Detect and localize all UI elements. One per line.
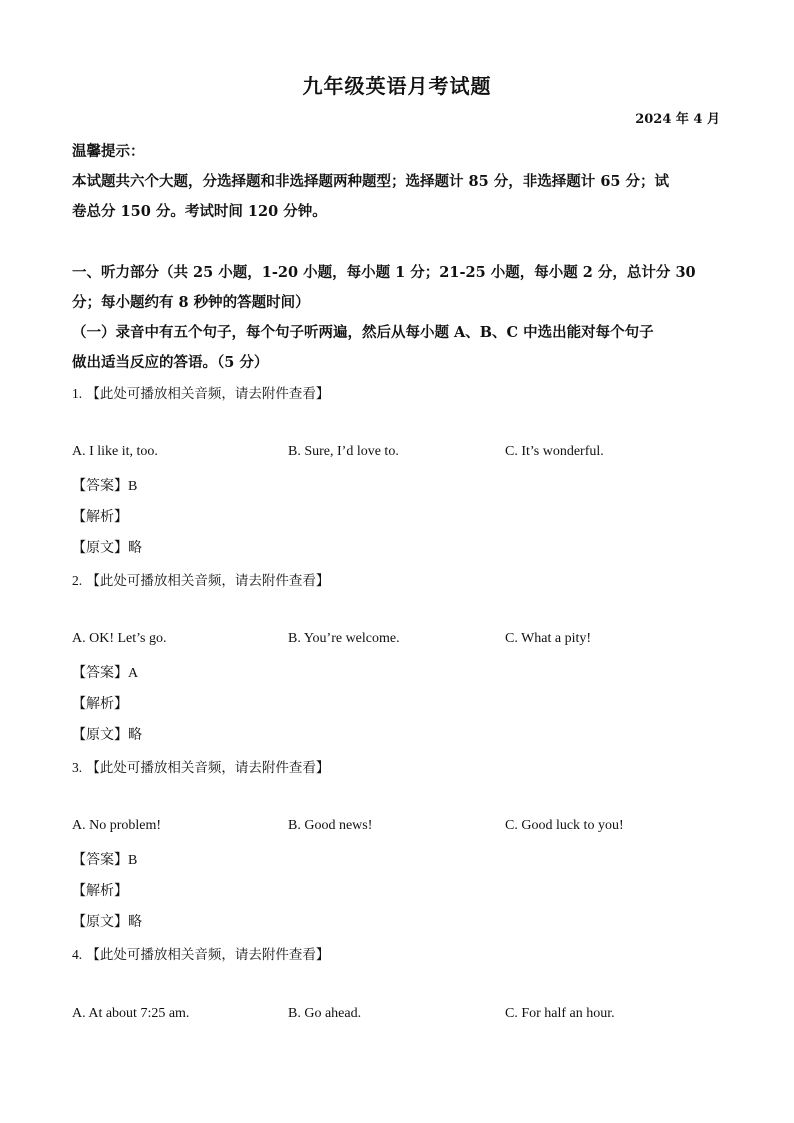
option-b: B. You’re welcome.: [288, 631, 400, 646]
answer-label: 【答案】: [72, 665, 128, 681]
original-label: 【原文】略: [72, 727, 142, 743]
page-title: 九年级英语月考试题: [302, 74, 492, 98]
option-b: B. Go ahead.: [288, 1006, 362, 1021]
tips-line-1: 本试题共六个大题，分选择题和非选择题两种题型；选择题计 85 分，非选择题计 65 分；试: [72, 173, 670, 190]
answer-value: B: [128, 853, 138, 868]
option-b: B. Sure, I’d love to.: [288, 444, 399, 459]
option-c: C. What a pity!: [505, 631, 592, 646]
audio-prompt: 【此处可播放相关音频，请去附件查看】: [86, 760, 330, 776]
question-number: 4.: [72, 947, 83, 962]
option-c: C. For half an hour.: [505, 1006, 615, 1021]
answer-row: [72, 662, 138, 682]
option-c: C. It’s wonderful.: [505, 444, 604, 459]
audio-prompt: 【此处可播放相关音频，请去附件查看】: [86, 573, 330, 589]
audio-prompt: 【此处可播放相关音频，请去附件查看】: [86, 947, 330, 963]
audio-prompt: 【此处可播放相关音频，请去附件查看】: [86, 386, 330, 402]
option-a: A. OK! Let’s go.: [72, 631, 167, 646]
answer-row: [72, 475, 137, 495]
question-number: 1.: [72, 386, 83, 401]
original-label: 【原文】略: [72, 540, 142, 556]
subsection-heading-line-2: 做出适当反应的答语。（5 分）: [72, 354, 269, 371]
subsection-heading-line-1: （一）录音中有五个句子，每个句子听两遍，然后从每小题 A、B、C 中选出能对每个句子: [72, 324, 654, 341]
answer-label: 【答案】: [72, 478, 128, 494]
answer-label: 【答案】: [72, 852, 128, 868]
question-3: [72, 756, 329, 776]
analysis-label: 【解析】: [72, 696, 128, 712]
analysis-label: 【解析】: [72, 883, 128, 899]
original-label: 【原文】略: [72, 914, 142, 930]
analysis-label: 【解析】: [72, 509, 128, 525]
question-2: [72, 569, 329, 589]
option-c: C. Good luck to you!: [505, 818, 624, 833]
answer-row: [72, 849, 137, 869]
question-1: [72, 382, 329, 402]
tips-line-2: 卷总分 150 分。考试时间 120 分钟。: [72, 203, 327, 220]
option-a: A. At about 7:25 am.: [72, 1006, 190, 1021]
tips-label: 温馨提示：: [72, 143, 145, 160]
question-4: [72, 943, 329, 963]
section-heading-line-1: 一、听力部分（共 25 小题，1-20 小题，每小题 1 分；21-25 小题，每小题 2 分，总计分 30: [72, 264, 696, 281]
question-number: 2.: [72, 573, 83, 588]
answer-value: B: [128, 479, 138, 494]
section-heading-line-2: 分；每小题约有 8 秒钟的答题时间）: [72, 294, 310, 311]
option-a: A. No problem!: [72, 818, 162, 833]
option-b: B. Good news!: [288, 818, 373, 833]
answer-value: A: [128, 666, 139, 681]
exam-date: 2024 年 4 月: [635, 112, 720, 127]
option-a: A. I like it, too.: [72, 444, 158, 459]
question-number: 3.: [72, 760, 83, 775]
